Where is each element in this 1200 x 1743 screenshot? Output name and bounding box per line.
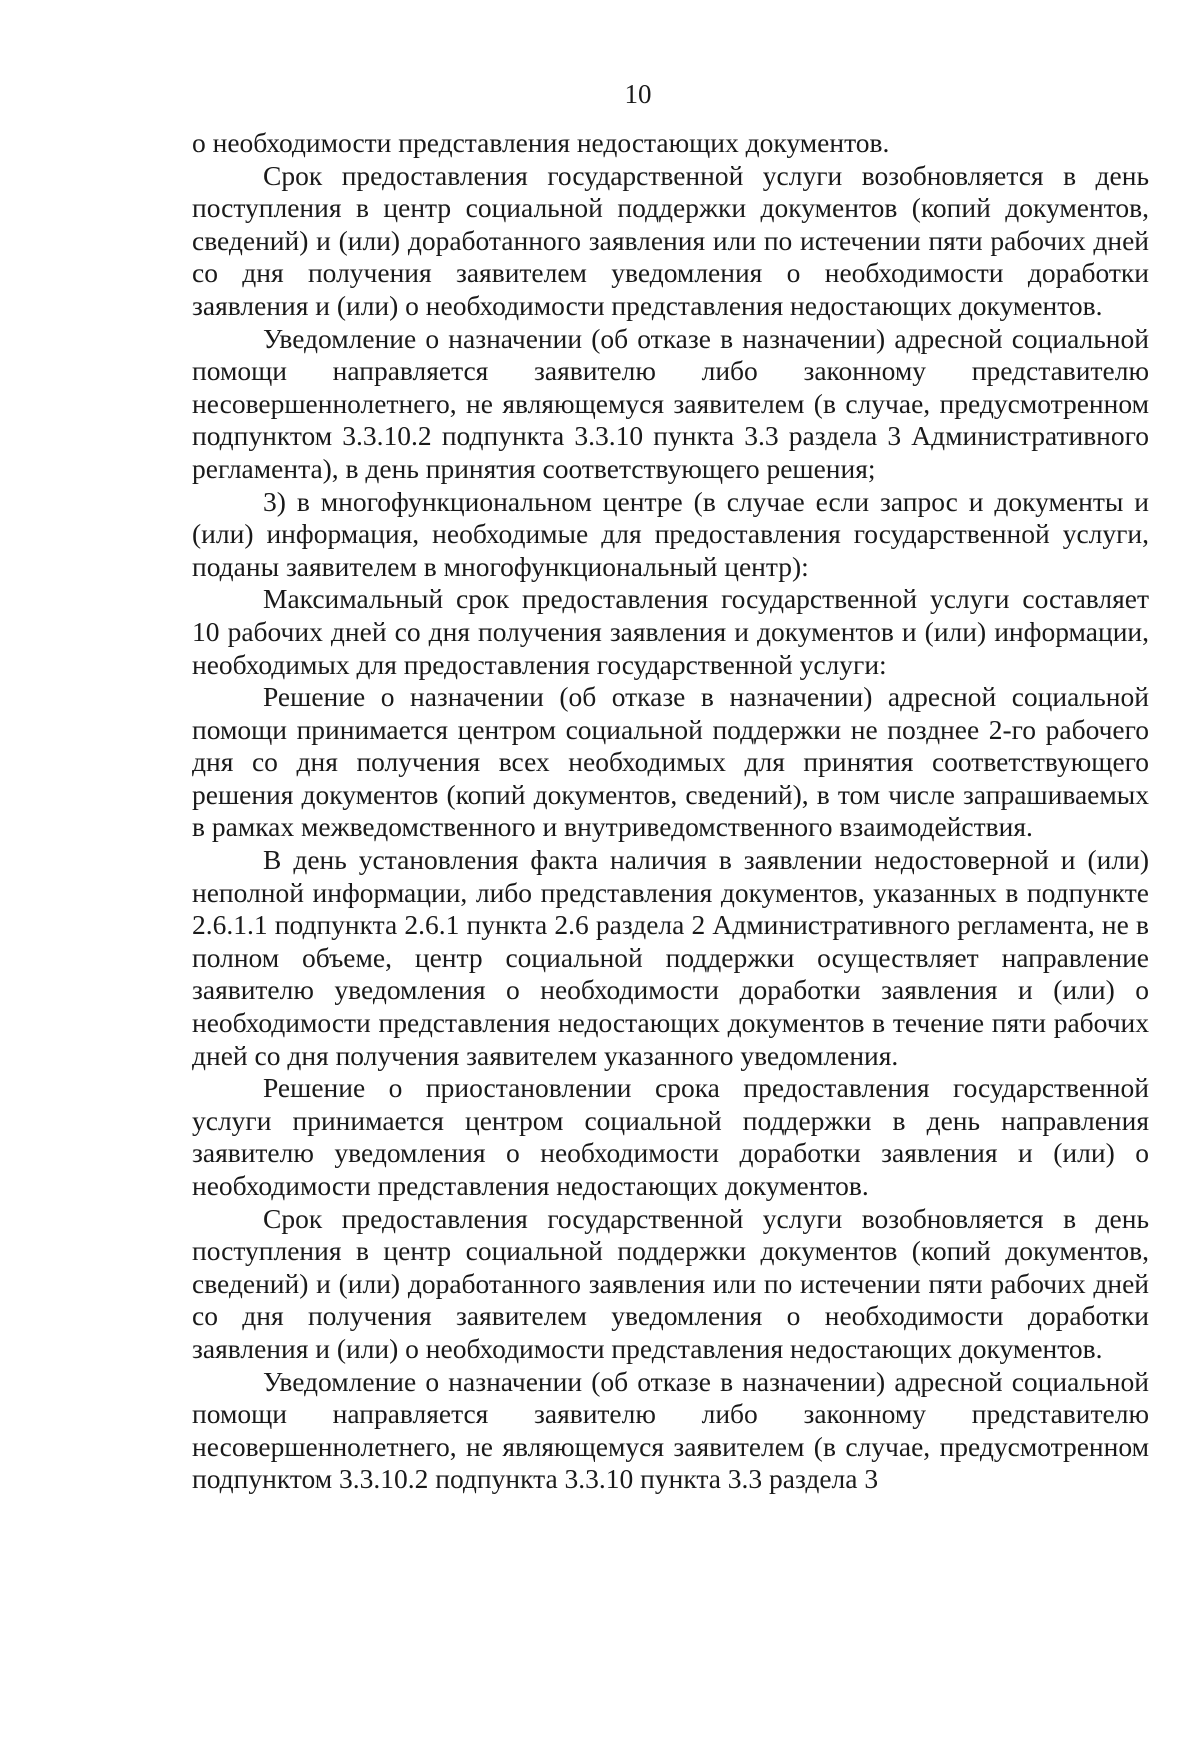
document-body bbox=[192, 127, 1149, 1496]
paragraph-incomplete-info: В день установления факта наличия в заявлении недостоверной и (или) неполной информации, либо представления документов, указанных в подпункте 2.6.1.1 подпункта 2.6.1 пункта 2.6 раздела 2 Административного регламента, не в полном объеме, центр социальной поддержки осуществляет направление заявителю уведомления о необходимости доработки заявления и (или) о необходимости представления недостающих документов в течение пяти рабочих дней со дня получения заявителем указанного уведомления. bbox=[192, 844, 1149, 1071]
paragraph-continuation: о необходимости представления недостающих документов. bbox=[192, 127, 890, 158]
paragraph-decision: Решение о назначении (об отказе в назначении) адресной социальной помощи принимается центром социальной поддержки не позднее 2-го рабочего дня со дня получения всех необходимых для принятия соответствующего решения документов (копий документов, сведений), в том числе запрашиваемых в рамках межведомственного и внутриведомственного взаимодействия. bbox=[192, 681, 1149, 843]
page-number: 10 bbox=[624, 79, 652, 109]
paragraph-term-renewal-2: Срок предоставления государственной услуги возобновляется в день поступления в центр социальной поддержки документов (копий документов, сведений) и (или) доработанного заявления или по истечении пяти рабочих дней со дня получения заявителем уведомления о необходимости доработки заявления и (или) о необходимости представления недостающих документов. bbox=[192, 1202, 1149, 1364]
paragraph-notification: Уведомление о назначении (об отказе в назначении) адресной социальной помощи направляется заявителю либо законному представителю несовершеннолетнего, не являющемуся заявителем (в случае, предусмотренном подпунктом 3.3.10.2 подпункта 3.3.10 пункта 3.3 раздела 3 Административного регламента), в день принятия соответствующего решения; bbox=[192, 322, 1149, 484]
paragraph-term-renewal: Срок предоставления государственной услуги возобновляется в день поступления в центр социальной поддержки документов (копий документов, сведений) и (или) доработанного заявления или по истечении пяти рабочих дней со дня получения заявителем уведомления о необходимости доработки заявления и (или) о необходимости представления недостающих документов. bbox=[192, 159, 1149, 321]
paragraph-notification-2: Уведомление о назначении (об отказе в назначении) адресной социальной помощи направляется заявителю либо законному представителю несовершеннолетнего, не являющемуся заявителем (в случае, предусмотренном подпунктом 3.3.10.2 подпункта 3.3.10 пункта 3.3 раздела 3 bbox=[192, 1365, 1149, 1495]
paragraph-mfc-item: 3) в многофункциональном центре (в случае если запрос и документы и (или) информация, необходимые для предоставления государственной услуги, поданы заявителем в многофункциональный центр): bbox=[192, 485, 1149, 582]
paragraph-suspension: Решение о приостановлении срока предоставления государственной услуги принимается центром социальной поддержки в день направления заявителю уведомления о необходимости доработки заявления и (или) о необходимости представления недостающих документов. bbox=[192, 1072, 1149, 1201]
paragraph-max-term: Максимальный срок предоставления государственной услуги составляет 10 рабочих дней со дня получения заявления и документов и (или) информации, необходимых для предоставления государственной услуги: bbox=[192, 583, 1149, 680]
